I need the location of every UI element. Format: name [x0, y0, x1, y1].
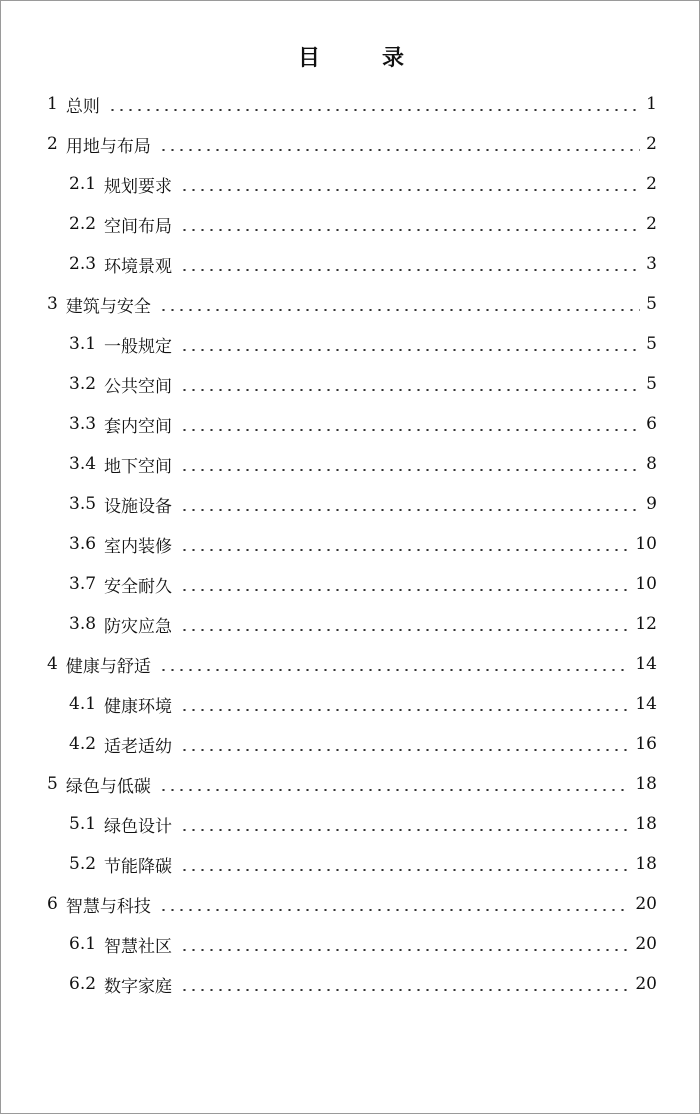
toc-entry[interactable] [69, 849, 657, 879]
dot-leader [180, 429, 640, 431]
dot-leader [180, 629, 629, 631]
dot-leader [180, 349, 640, 351]
toc-entry-title: 防灾应急 [104, 616, 173, 637]
toc-entry[interactable] [69, 729, 657, 759]
dot-leader [180, 749, 629, 751]
dot-leader [159, 669, 630, 671]
toc-entry-page-number: 2 [646, 214, 657, 234]
toc-entry[interactable] [47, 129, 657, 159]
toc-entry-page-number: 16 [635, 734, 657, 754]
toc-entry-number: 3 [47, 294, 58, 314]
toc-entry-number: 2.2 [69, 214, 97, 234]
toc-entry[interactable] [69, 329, 657, 359]
toc-entry[interactable] [69, 409, 657, 439]
page-title: 目 录 [297, 45, 424, 71]
dot-leader [108, 109, 640, 111]
toc-entry-title: 安全耐久 [104, 576, 173, 597]
toc-entry-number: 2.1 [69, 174, 97, 194]
toc-entry[interactable] [69, 569, 657, 599]
toc-entry-number: 3.8 [69, 614, 97, 634]
toc-entry[interactable] [69, 969, 657, 999]
toc-entry-title: 空间布局 [104, 216, 173, 237]
toc-entry-page-number: 5 [646, 334, 657, 354]
dot-leader [180, 269, 640, 271]
toc-entry-number: 4.2 [69, 734, 97, 754]
toc-entry[interactable] [69, 489, 657, 519]
toc-entry-page-number: 20 [635, 894, 657, 914]
toc-entry-title: 设施设备 [104, 496, 173, 517]
toc-entry-title: 用地与布局 [65, 136, 151, 157]
toc-entry-page-number: 20 [635, 974, 657, 994]
toc-entry-number: 3.6 [69, 534, 97, 554]
toc-entry-title: 节能降碳 [104, 856, 173, 877]
dot-leader [180, 509, 640, 511]
dot-leader [180, 869, 629, 871]
toc-entry-title: 智慧与科技 [65, 896, 151, 917]
toc-entry-page-number: 6 [646, 414, 657, 434]
dot-leader [180, 389, 640, 391]
dot-leader [180, 229, 640, 231]
toc-entry-number: 2 [47, 134, 58, 154]
toc-entry-title: 健康环境 [104, 696, 173, 717]
dot-leader [180, 589, 629, 591]
toc-entry-page-number: 12 [635, 614, 657, 634]
toc-entry-number: 3.3 [69, 414, 97, 434]
toc-entry-page-number: 18 [635, 814, 657, 834]
toc-entry-page-number: 14 [635, 694, 657, 714]
toc-entry-title: 绿色设计 [104, 816, 173, 837]
toc-entry-page-number: 9 [646, 494, 657, 514]
toc-entry-title: 环境景观 [104, 256, 173, 277]
toc-entry[interactable] [69, 369, 657, 399]
toc-entry-page-number: 20 [635, 934, 657, 954]
dot-leader [159, 909, 630, 911]
toc-entry[interactable] [69, 249, 657, 279]
toc-entry[interactable] [47, 289, 657, 319]
toc-entry-title: 适老适幼 [104, 736, 173, 757]
dot-leader [159, 789, 630, 791]
toc-entry-number: 3.1 [69, 334, 97, 354]
toc-entry-number: 1 [47, 94, 58, 114]
toc-entry[interactable] [69, 529, 657, 559]
toc-entry-title: 建筑与安全 [65, 296, 151, 317]
toc-entry[interactable] [69, 809, 657, 839]
toc-entry[interactable] [47, 889, 657, 919]
toc-entry-number: 5 [47, 774, 58, 794]
toc-entry-title: 室内装修 [104, 536, 173, 557]
dot-leader [180, 189, 640, 191]
toc-entry[interactable] [69, 609, 657, 639]
toc-entry-page-number: 18 [635, 774, 657, 794]
toc-entry-title: 地下空间 [104, 456, 173, 477]
toc-entry-page-number: 8 [646, 454, 657, 474]
toc-entry[interactable] [47, 649, 657, 679]
toc-entry-number: 4 [47, 654, 58, 674]
toc-entry-page-number: 1 [646, 94, 657, 114]
toc-entry-title: 总则 [65, 96, 100, 117]
toc-entry-number: 5.2 [69, 854, 97, 874]
dot-leader [180, 989, 629, 991]
toc-entry-number: 6.1 [69, 934, 97, 954]
toc-entry-title: 智慧社区 [104, 936, 173, 957]
dot-leader [180, 469, 640, 471]
toc-entry-title: 一般规定 [104, 336, 173, 357]
dot-leader [180, 549, 629, 551]
toc-entry-page-number: 5 [646, 374, 657, 394]
toc-entry-page-number: 2 [646, 134, 657, 154]
toc-entry[interactable] [47, 89, 657, 119]
dot-leader [159, 149, 640, 151]
toc-entry-number: 5.1 [69, 814, 97, 834]
toc-entry-page-number: 18 [635, 854, 657, 874]
toc-entry-title: 套内空间 [104, 416, 173, 437]
toc-entry[interactable] [69, 689, 657, 719]
toc-entry-number: 2.3 [69, 254, 97, 274]
dot-leader [180, 829, 629, 831]
dot-leader [159, 309, 640, 311]
toc-entry[interactable] [69, 449, 657, 479]
toc-entry[interactable] [69, 169, 657, 199]
toc-entry-number: 3.4 [69, 454, 97, 474]
toc-entry-page-number: 10 [635, 574, 657, 594]
dot-leader [180, 709, 629, 711]
toc-entry-title: 健康与舒适 [65, 656, 151, 677]
toc-entry[interactable] [47, 769, 657, 799]
toc-entry-page-number: 3 [646, 254, 657, 274]
toc-entry-number: 6.2 [69, 974, 97, 994]
toc-entry-number: 4.1 [69, 694, 97, 714]
toc-entry[interactable] [69, 929, 657, 959]
toc-entry-number: 3.7 [69, 574, 97, 594]
toc-entry-number: 6 [47, 894, 58, 914]
toc-entry-title: 公共空间 [104, 376, 173, 397]
toc-entry-title: 绿色与低碳 [65, 776, 151, 797]
toc-entry-page-number: 14 [635, 654, 657, 674]
dot-leader [180, 949, 629, 951]
toc-entry-number: 3.2 [69, 374, 97, 394]
toc-entry-number: 3.5 [69, 494, 97, 514]
toc-entry-page-number: 2 [646, 174, 657, 194]
toc-entry-page-number: 10 [635, 534, 657, 554]
toc-entry[interactable] [69, 209, 657, 239]
toc-entry-title: 规划要求 [104, 176, 173, 197]
toc-entry-page-number: 5 [646, 294, 657, 314]
toc-entry-title: 数字家庭 [104, 976, 173, 997]
